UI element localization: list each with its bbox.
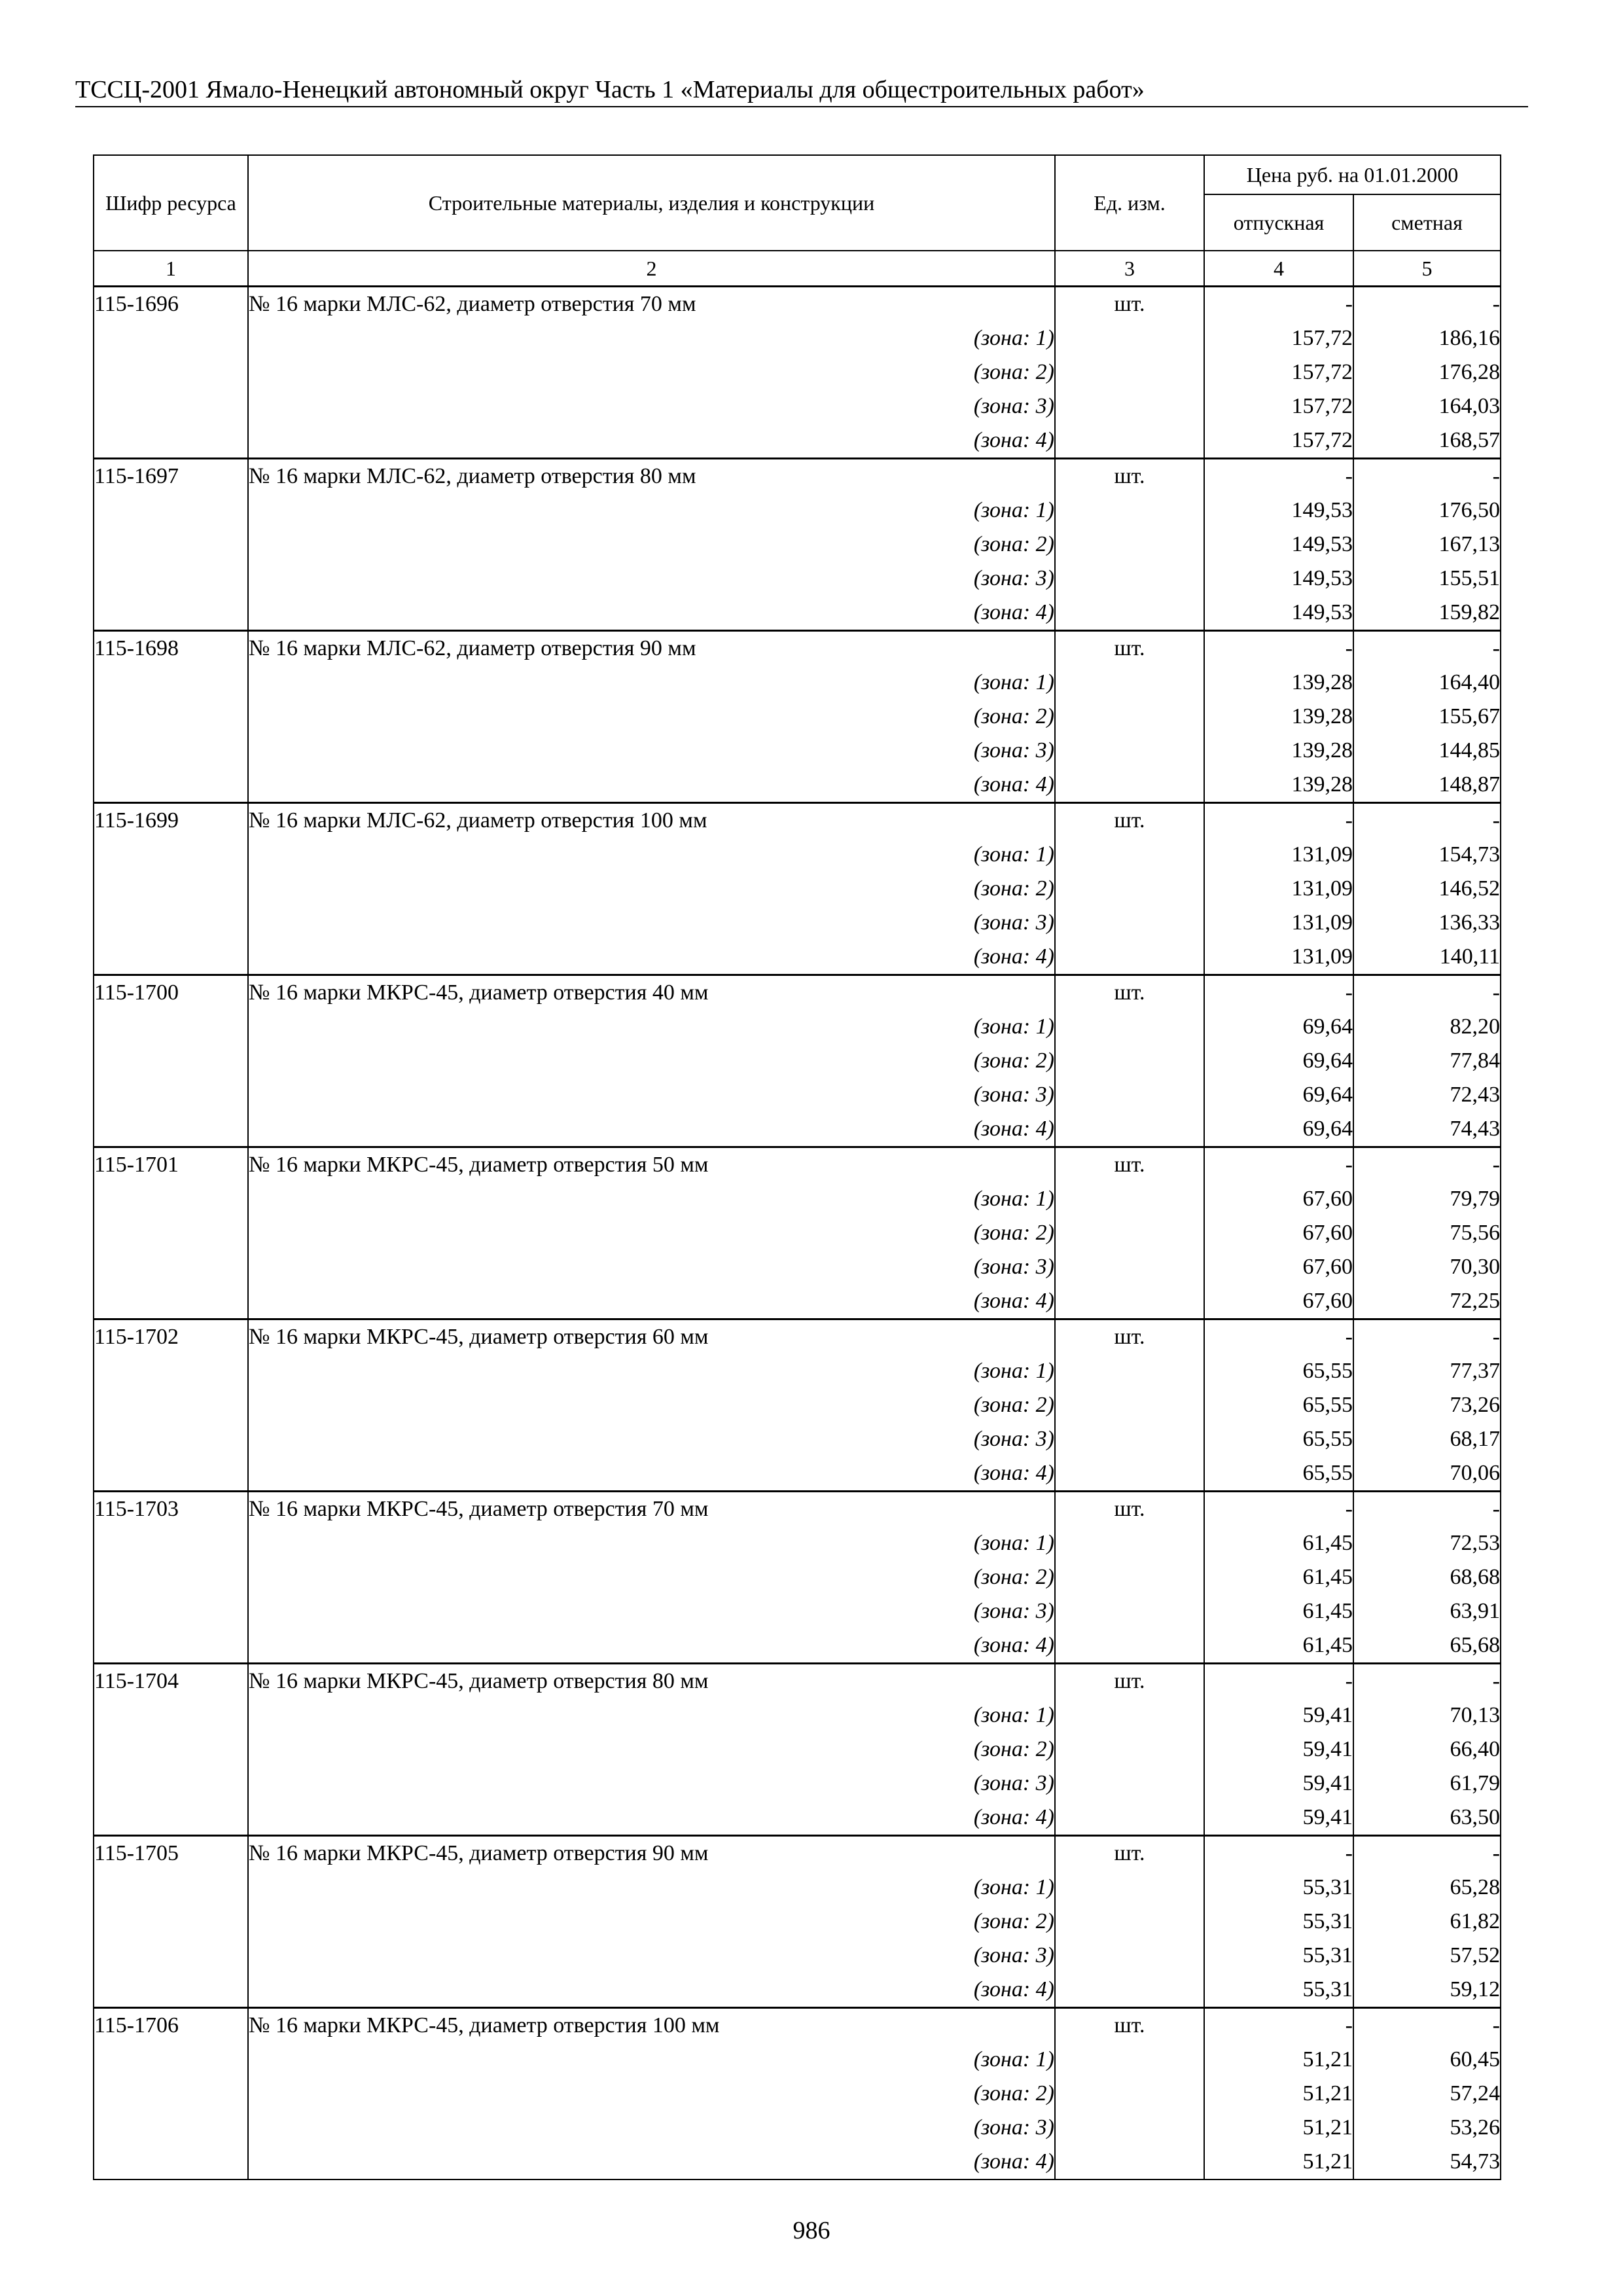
estimate-price: 159,82	[1438, 600, 1500, 624]
table-row	[94, 287, 1501, 459]
estimate-price: 75,56	[1450, 1221, 1500, 1245]
release-price-cell	[1204, 1836, 1353, 2008]
release-price: 139,28	[1291, 670, 1353, 694]
zone-label: (зона: 3)	[973, 1255, 1054, 1279]
column-header-release-price: отпускная	[1204, 194, 1353, 251]
release-price: -	[1345, 464, 1353, 488]
release-price: -	[1345, 2013, 1353, 2037]
zone-label: (зона: 2)	[973, 2081, 1054, 2106]
estimate-price: -	[1492, 1325, 1500, 1349]
estimate-price: 136,33	[1438, 910, 1500, 935]
estimate-price: 79,79	[1450, 1187, 1500, 1211]
release-price: 131,09	[1291, 910, 1353, 935]
unit-cell	[1055, 803, 1204, 975]
estimate-price: 72,53	[1450, 1531, 1500, 1555]
column-number-5: 5	[1353, 251, 1501, 287]
release-price: 65,55	[1302, 1393, 1353, 1417]
release-price: 131,09	[1291, 876, 1353, 901]
release-price: 51,21	[1302, 2149, 1353, 2174]
resource-name	[248, 1319, 1055, 1492]
table-row	[94, 1664, 1501, 1836]
resource-code	[94, 631, 248, 803]
release-price: -	[1345, 1153, 1353, 1177]
table-row	[94, 803, 1501, 975]
resource-code	[94, 2008, 248, 2180]
release-price-cell	[1204, 975, 1353, 1147]
zone-label: (зона: 3)	[973, 1771, 1054, 1795]
unit-cell	[1055, 287, 1204, 459]
release-price: 59,41	[1302, 1771, 1353, 1795]
resource-code	[94, 1319, 248, 1492]
table-row	[94, 1836, 1501, 2008]
price-table	[93, 154, 1501, 2180]
release-price: 69,64	[1302, 1049, 1353, 1073]
estimate-price: 140,11	[1439, 944, 1500, 969]
unit-text: шт.	[1114, 980, 1145, 1005]
zone-label: (зона: 1)	[973, 842, 1054, 867]
zone-label: (зона: 1)	[973, 1875, 1054, 1899]
table-body	[94, 287, 1501, 2180]
estimate-price: 61,79	[1450, 1771, 1500, 1795]
release-price: 149,53	[1291, 532, 1353, 556]
unit-cell	[1055, 1836, 1204, 2008]
release-price: 61,45	[1302, 1531, 1353, 1555]
resource-name	[248, 631, 1055, 803]
estimate-price: 144,85	[1438, 738, 1500, 762]
resource-code	[94, 287, 248, 459]
header-rule	[75, 106, 1528, 107]
zone-label: (зона: 1)	[973, 1014, 1054, 1039]
release-price: 157,72	[1291, 394, 1353, 418]
release-price: 157,72	[1291, 360, 1353, 384]
unit-text: шт.	[1114, 464, 1145, 488]
estimate-price: -	[1492, 808, 1500, 833]
release-price-cell	[1204, 287, 1353, 459]
estimate-price: 164,40	[1438, 670, 1500, 694]
unit-cell	[1055, 2008, 1204, 2180]
resource-code-text: 115-1704	[94, 1669, 179, 1693]
resource-code	[94, 1836, 248, 2008]
resource-name-text: № 16 марки МКРС-45, диаметр отверстия 90 мм	[249, 1841, 709, 1865]
zone-label: (зона: 2)	[973, 704, 1054, 728]
resource-name-text: № 16 марки МЛС-62, диаметр отверстия 70 мм	[249, 292, 696, 316]
estimate-price: 63,50	[1450, 1805, 1500, 1829]
release-price-cell	[1204, 1492, 1353, 1664]
release-price: 67,60	[1302, 1289, 1353, 1313]
estimate-price: 82,20	[1450, 1014, 1500, 1039]
resource-name	[248, 287, 1055, 459]
resource-name	[248, 1664, 1055, 1836]
resource-name-text: № 16 марки МКРС-45, диаметр отверстия 50 мм	[249, 1153, 709, 1177]
resource-code-text: 115-1697	[94, 464, 179, 488]
table-row	[94, 1492, 1501, 1664]
resource-name-text: № 16 марки МКРС-45, диаметр отверстия 70 мм	[249, 1497, 709, 1521]
release-price: 59,41	[1302, 1703, 1353, 1727]
estimate-price: 167,13	[1438, 532, 1500, 556]
table-row	[94, 1147, 1501, 1319]
zone-label: (зона: 2)	[973, 1737, 1054, 1761]
zone-label: (зона: 1)	[973, 1187, 1054, 1211]
release-price: -	[1345, 1669, 1353, 1693]
zone-label: (зона: 2)	[973, 532, 1054, 556]
estimate-price: 63,91	[1450, 1599, 1500, 1623]
estimate-price: 77,37	[1450, 1359, 1500, 1383]
release-price-cell	[1204, 1664, 1353, 1836]
unit-cell	[1055, 1319, 1204, 1492]
estimate-price: -	[1492, 980, 1500, 1005]
estimate-price: 54,73	[1450, 2149, 1500, 2174]
estimate-price: -	[1492, 1669, 1500, 1693]
zone-label: (зона: 4)	[973, 1977, 1054, 2001]
estimate-price: 59,12	[1450, 1977, 1500, 2001]
estimate-price: -	[1492, 1497, 1500, 1521]
resource-name-text: № 16 марки МЛС-62, диаметр отверстия 80 мм	[249, 464, 696, 488]
estimate-price: 53,26	[1450, 2115, 1500, 2140]
release-price: -	[1345, 1325, 1353, 1349]
unit-cell	[1055, 1664, 1204, 1836]
zone-label: (зона: 3)	[973, 566, 1054, 590]
zone-label: (зона: 1)	[973, 326, 1054, 350]
estimate-price: -	[1492, 1841, 1500, 1865]
unit-cell	[1055, 975, 1204, 1147]
release-price: 65,55	[1302, 1359, 1353, 1383]
release-price: 69,64	[1302, 1083, 1353, 1107]
table-row	[94, 975, 1501, 1147]
resource-code-text: 115-1701	[94, 1153, 179, 1177]
estimate-price: 186,16	[1438, 326, 1500, 350]
release-price: 55,31	[1302, 1875, 1353, 1899]
zone-label: (зона: 3)	[973, 738, 1054, 762]
release-price: 61,45	[1302, 1565, 1353, 1589]
unit-cell	[1055, 1492, 1204, 1664]
release-price: 51,21	[1302, 2047, 1353, 2072]
unit-text: шт.	[1114, 292, 1145, 316]
estimate-price-cell	[1353, 1492, 1501, 1664]
estimate-price-cell	[1353, 1836, 1501, 2008]
release-price: 61,45	[1302, 1599, 1353, 1623]
unit-text: шт.	[1114, 1497, 1145, 1521]
release-price: 69,64	[1302, 1014, 1353, 1039]
unit-cell	[1055, 459, 1204, 631]
release-price: 55,31	[1302, 1943, 1353, 1967]
zone-label: (зона: 1)	[973, 670, 1054, 694]
estimate-price: 155,51	[1438, 566, 1500, 590]
zone-label: (зона: 4)	[973, 600, 1054, 624]
estimate-price: -	[1492, 464, 1500, 488]
unit-text: шт.	[1114, 808, 1145, 833]
unit-cell	[1055, 1147, 1204, 1319]
resource-code-text: 115-1702	[94, 1325, 179, 1349]
estimate-price: 61,82	[1450, 1909, 1500, 1933]
zone-label: (зона: 2)	[973, 876, 1054, 901]
zone-label: (зона: 4)	[973, 428, 1054, 452]
page-number: 986	[793, 2217, 830, 2244]
estimate-price-cell	[1353, 459, 1501, 631]
resource-code-text: 115-1706	[94, 2013, 179, 2037]
column-number-2: 2	[248, 251, 1055, 287]
zone-label: (зона: 1)	[973, 1359, 1054, 1383]
column-number-1: 1	[94, 251, 248, 287]
resource-code-text: 115-1703	[94, 1497, 179, 1521]
estimate-price: 72,43	[1450, 1083, 1500, 1107]
estimate-price: -	[1492, 292, 1500, 316]
table-row	[94, 1319, 1501, 1492]
unit-text: шт.	[1114, 2013, 1145, 2037]
release-price: 139,28	[1291, 704, 1353, 728]
table-row	[94, 2008, 1501, 2180]
release-price: -	[1345, 636, 1353, 660]
resource-name-text: № 16 марки МКРС-45, диаметр отверстия 80 мм	[249, 1669, 709, 1693]
release-price-cell	[1204, 2008, 1353, 2180]
release-price: 149,53	[1291, 600, 1353, 624]
estimate-price: 176,50	[1438, 498, 1500, 522]
estimate-price-cell	[1353, 803, 1501, 975]
release-price: 55,31	[1302, 1977, 1353, 2001]
resource-code	[94, 1147, 248, 1319]
estimate-price-cell	[1353, 975, 1501, 1147]
resource-code-text: 115-1700	[94, 980, 179, 1005]
release-price: 149,53	[1291, 498, 1353, 522]
unit-text: шт.	[1114, 1325, 1145, 1349]
column-header-code: Шифр ресурса	[94, 155, 248, 251]
resource-name	[248, 975, 1055, 1147]
release-price: 51,21	[1302, 2081, 1353, 2106]
resource-code-text: 115-1699	[94, 808, 179, 833]
estimate-price: 57,52	[1450, 1943, 1500, 1967]
resource-code-text: 115-1696	[94, 292, 179, 316]
estimate-price: 60,45	[1450, 2047, 1500, 2072]
zone-label: (зона: 3)	[973, 2115, 1054, 2140]
table-row	[94, 631, 1501, 803]
estimate-price: 168,57	[1438, 428, 1500, 452]
estimate-price-cell	[1353, 2008, 1501, 2180]
resource-name-text: № 16 марки МКРС-45, диаметр отверстия 40 мм	[249, 980, 709, 1005]
zone-label: (зона: 4)	[973, 2149, 1054, 2174]
estimate-price: 72,25	[1450, 1289, 1500, 1313]
estimate-price-cell	[1353, 1147, 1501, 1319]
release-price: 61,45	[1302, 1633, 1353, 1657]
zone-label: (зона: 4)	[973, 1461, 1054, 1485]
release-price-cell	[1204, 459, 1353, 631]
estimate-price: 146,52	[1438, 876, 1500, 901]
resource-code	[94, 1492, 248, 1664]
release-price: 59,41	[1302, 1737, 1353, 1761]
estimate-price: 66,40	[1450, 1737, 1500, 1761]
estimate-price: -	[1492, 636, 1500, 660]
release-price: 69,64	[1302, 1117, 1353, 1141]
release-price: 139,28	[1291, 772, 1353, 797]
column-number-3: 3	[1055, 251, 1204, 287]
release-price: -	[1345, 1841, 1353, 1865]
unit-cell	[1055, 631, 1204, 803]
estimate-price: -	[1492, 2013, 1500, 2037]
release-price: -	[1345, 980, 1353, 1005]
zone-label: (зона: 2)	[973, 1909, 1054, 1933]
release-price: -	[1345, 292, 1353, 316]
resource-code	[94, 803, 248, 975]
release-price: -	[1345, 808, 1353, 833]
column-header-unit: Ед. изм.	[1055, 155, 1204, 251]
estimate-price-cell	[1353, 1664, 1501, 1836]
estimate-price-cell	[1353, 1319, 1501, 1492]
column-header-name: Строительные материалы, изделия и конструкции	[248, 155, 1055, 251]
zone-label: (зона: 4)	[973, 1633, 1054, 1657]
table-row	[94, 459, 1501, 631]
release-price: 59,41	[1302, 1805, 1353, 1829]
unit-text: шт.	[1114, 1841, 1145, 1865]
zone-label: (зона: 2)	[973, 1221, 1054, 1245]
zone-label: (зона: 2)	[973, 1393, 1054, 1417]
zone-label: (зона: 2)	[973, 360, 1054, 384]
zone-label: (зона: 3)	[973, 1599, 1054, 1623]
estimate-price: 155,67	[1438, 704, 1500, 728]
estimate-price: 70,06	[1450, 1461, 1500, 1485]
release-price: 55,31	[1302, 1909, 1353, 1933]
release-price-cell	[1204, 1319, 1353, 1492]
resource-name	[248, 1836, 1055, 2008]
estimate-price-cell	[1353, 631, 1501, 803]
release-price: 157,72	[1291, 428, 1353, 452]
release-price-cell	[1204, 631, 1353, 803]
release-price: 157,72	[1291, 326, 1353, 350]
release-price: 67,60	[1302, 1255, 1353, 1279]
zone-label: (зона: 1)	[973, 498, 1054, 522]
unit-text: шт.	[1114, 1153, 1145, 1177]
resource-code	[94, 975, 248, 1147]
estimate-price: 77,84	[1450, 1049, 1500, 1073]
release-price: 67,60	[1302, 1187, 1353, 1211]
zone-label: (зона: 4)	[973, 1117, 1054, 1141]
estimate-price: -	[1492, 1153, 1500, 1177]
release-price: 65,55	[1302, 1461, 1353, 1485]
estimate-price: 68,17	[1450, 1427, 1500, 1451]
estimate-price: 176,28	[1438, 360, 1500, 384]
estimate-price: 73,26	[1450, 1393, 1500, 1417]
resource-name	[248, 1492, 1055, 1664]
resource-code-text: 115-1698	[94, 636, 179, 660]
release-price: -	[1345, 1497, 1353, 1521]
resource-name	[248, 803, 1055, 975]
running-header: ТССЦ-2001 Ямало-Ненецкий автономный округ Часть 1 «Материалы для общестроительных работ»	[75, 76, 1145, 103]
release-price: 131,09	[1291, 944, 1353, 969]
estimate-price-cell	[1353, 287, 1501, 459]
release-price-cell	[1204, 1147, 1353, 1319]
estimate-price: 70,13	[1450, 1703, 1500, 1727]
release-price: 51,21	[1302, 2115, 1353, 2140]
resource-name-text: № 16 марки МЛС-62, диаметр отверстия 90 мм	[249, 636, 696, 660]
estimate-price: 68,68	[1450, 1565, 1500, 1589]
resource-name	[248, 459, 1055, 631]
resource-code	[94, 1664, 248, 1836]
zone-label: (зона: 3)	[973, 394, 1054, 418]
release-price: 131,09	[1291, 842, 1353, 867]
estimate-price: 57,24	[1450, 2081, 1500, 2106]
release-price: 67,60	[1302, 1221, 1353, 1245]
column-header-estimate-price: сметная	[1353, 194, 1501, 251]
zone-label: (зона: 4)	[973, 772, 1054, 797]
estimate-price: 148,87	[1438, 772, 1500, 797]
resource-name-text: № 16 марки МКРС-45, диаметр отверстия 100 мм	[249, 2013, 720, 2037]
resource-code	[94, 459, 248, 631]
zone-label: (зона: 2)	[973, 1049, 1054, 1073]
zone-label: (зона: 4)	[973, 1289, 1054, 1313]
zone-label: (зона: 1)	[973, 1531, 1054, 1555]
zone-label: (зона: 1)	[973, 2047, 1054, 2072]
table-header	[94, 155, 1501, 287]
estimate-price: 74,43	[1450, 1117, 1500, 1141]
column-number-4: 4	[1204, 251, 1353, 287]
zone-label: (зона: 3)	[973, 1943, 1054, 1967]
estimate-price: 70,30	[1450, 1255, 1500, 1279]
zone-label: (зона: 3)	[973, 910, 1054, 935]
resource-name	[248, 1147, 1055, 1319]
unit-text: шт.	[1114, 1669, 1145, 1693]
column-header-price-group: Цена руб. на 01.01.2000	[1204, 155, 1501, 194]
release-price: 65,55	[1302, 1427, 1353, 1451]
estimate-price: 154,73	[1438, 842, 1500, 867]
zone-label: (зона: 3)	[973, 1427, 1054, 1451]
release-price: 149,53	[1291, 566, 1353, 590]
release-price-cell	[1204, 803, 1353, 975]
estimate-price: 164,03	[1438, 394, 1500, 418]
release-price: 139,28	[1291, 738, 1353, 762]
unit-text: шт.	[1114, 636, 1145, 660]
zone-label: (зона: 2)	[973, 1565, 1054, 1589]
zone-label: (зона: 4)	[973, 1805, 1054, 1829]
resource-code-text: 115-1705	[94, 1841, 179, 1865]
resource-name-text: № 16 марки МЛС-62, диаметр отверстия 100 мм	[249, 808, 707, 833]
zone-label: (зона: 3)	[973, 1083, 1054, 1107]
zone-label: (зона: 1)	[973, 1703, 1054, 1727]
estimate-price: 65,68	[1450, 1633, 1500, 1657]
resource-name	[248, 2008, 1055, 2180]
estimate-price: 65,28	[1450, 1875, 1500, 1899]
zone-label: (зона: 4)	[973, 944, 1054, 969]
resource-name-text: № 16 марки МКРС-45, диаметр отверстия 60 мм	[249, 1325, 709, 1349]
